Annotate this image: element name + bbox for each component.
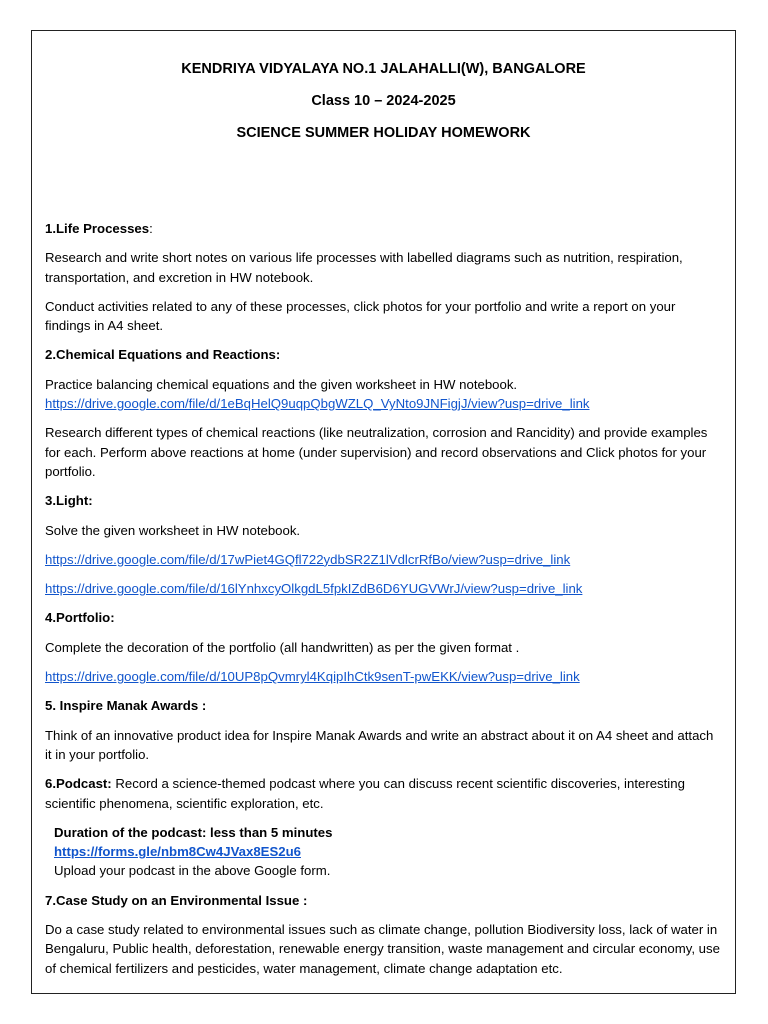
section-4-heading: 4.Portfolio:	[45, 610, 115, 626]
section-3-paragraph-1: Solve the given worksheet in HW notebook.	[45, 522, 301, 538]
section-1-heading: 1.Life Processes:	[45, 221, 153, 236]
section-5-paragraph-1: Think of an innovative product idea for Inspire Manak Awards and write an abstract about it on A4 sheet and attach it in your portfolio.	[45, 727, 714, 762]
section-5-heading: 5. Inspire Manak Awards :	[45, 698, 207, 714]
section-2-paragraph-2: Research different types of chemical reactions (like neutralization, corrosion and Rancidity) and provide examples for each. Perform above reactions at home (under supervision) and record observations and Click photos for your portfolio.	[45, 425, 708, 479]
section-1-paragraph-1: Research and write short notes on various life processes with labelled diagrams such as nutrition, respiration, transportation, and excretion in HW notebook.	[45, 250, 683, 285]
section-2-heading: 2.Chemical Equations and Reactions:	[45, 347, 281, 363]
document-page	[31, 30, 736, 994]
school-name: KENDRIYA VIDYALAYA NO.1 JALAHALLI(W), BANGALORE	[181, 61, 586, 77]
worksheet-link-light-2[interactable]: https://drive.google.com/file/d/16lYnhxcyOlkgdL5fpkIZdB6D6YUGVWrJ/view?usp=drive_link	[45, 581, 583, 597]
section-4-paragraph-1: Complete the decoration of the portfolio (all handwritten) as per the given format .	[45, 639, 520, 655]
section-2-paragraph-1: Practice balancing chemical equations and the given worksheet in HW notebook. https://drive.google.com/file/d/1eBqHelQ9uqpQbgWZLQ_VyNto9JNFigjJ/view?usp=drive_link	[45, 376, 590, 412]
section-6-paragraph: 6.Podcast: Record a science-themed podcast where you can discuss recent scientific discoveries, interesting scientific phenomena, scientific exploration, etc.	[45, 776, 685, 811]
podcast-upload-instruction: Upload your podcast in the above Google form.	[54, 863, 331, 879]
podcast-details	[45, 823, 721, 881]
section-3-heading: 3.Light:	[45, 493, 93, 509]
document-body	[45, 219, 721, 978]
worksheet-link-light-1[interactable]: https://drive.google.com/file/d/17wPiet4GQfl722ydbSR2Z1lVdlcrRfBo/view?usp=drive_link	[45, 551, 571, 567]
podcast-duration: Duration of the podcast: less than 5 minutes	[54, 824, 333, 840]
document-title: SCIENCE SUMMER HOLIDAY HOMEWORK	[236, 125, 531, 141]
podcast-form-link[interactable]: https://forms.gle/nbm8Cw4JVax8ES2u6	[54, 844, 301, 860]
class-year: Class 10 – 2024-2025	[311, 93, 456, 109]
section-6-heading: 6.Podcast:	[45, 776, 112, 792]
section-7-heading: 7.Case Study on an Environmental Issue :	[45, 892, 308, 908]
section-1-paragraph-2: Conduct activities related to any of these processes, click photos for your portfolio and write a report on your findings in A4 sheet.	[45, 298, 676, 334]
section-7-paragraph-1: Do a case study related to environmental issues such as climate change, pollution Biodiversity loss, lack of water in Bengaluru, Public health, deforestation, renewable energy transition, waste management and circular economy, use of chemical fertilizers and pesticides, water management, climate change adaptation etc.	[45, 922, 720, 976]
worksheet-link-chemical[interactable]: https://drive.google.com/file/d/1eBqHelQ9uqpQbgWZLQ_VyNto9JNFigjJ/view?usp=drive_link	[45, 396, 590, 412]
portfolio-format-link[interactable]: https://drive.google.com/file/d/10UP8pQvmryl4KqipIhCtk9senT-pwEKK/view?usp=drive_link	[45, 669, 580, 685]
